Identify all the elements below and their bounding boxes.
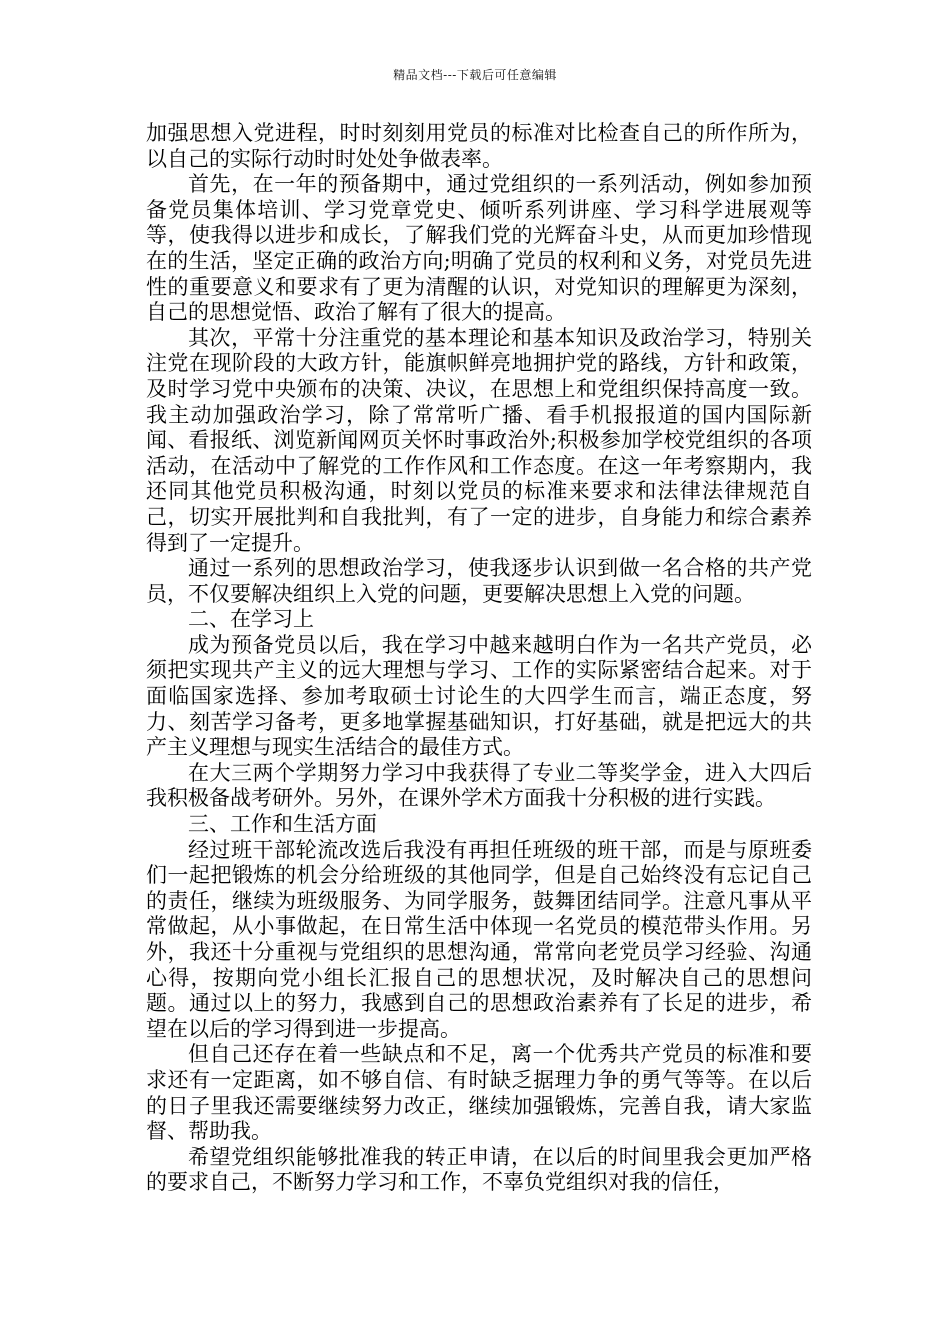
paragraph: 希望党组织能够批准我的转正申请，在以后的时间里我会更加严格的要求自己，不断努力学习和工作，不辜负党组织对我的信任， — [146, 1144, 812, 1195]
paragraph: 经过班干部轮流改选后我没有再担任班级的班干部，而是与原班委们一起把锻炼的机会分给班级的其他同学，但是自己始终没有忘记自己的责任，继续为班级服务、为同学服务，鼓舞团结同学。注意凡事从平常做起，从小事做起，在日常生活中体现一名党员的模范带头作用。另外，我还十分重视与党组织的思想沟通，常常向老党员学习经验、沟通心得，按期向党小组长汇报自己的思想状况，及时解决自己的思想问题。通过以上的努力，我感到自己的思想政治素养有了长足的进步，希望在以后的学习得到进一步提高。 — [146, 837, 812, 1041]
section-heading: 三、工作和生活方面 — [188, 812, 377, 837]
paragraph: 成为预备党员以后，我在学习中越来越明白作为一名共产党员，必须把实现共产主义的远大理想与学习、工作的实际紧密结合起来。对于面临国家选择、参加考取硕士讨论生的大四学生而言，端正态度，努力、刻苦学习备考，更多地掌握基础知识，打好基础，就是把远大的共产主义理想与现实生活结合的最佳方式。 — [146, 632, 812, 760]
page-header: 精品文档---下载后可任意编辑 — [393, 68, 557, 82]
paragraph: 加强思想入党进程，时时刻刻用党员的标准对比检查自己的所作所为，以自己的实际行动时时处处争做表率。 — [146, 121, 812, 171]
paragraph: 通过一系列的思想政治学习，使我逐步认识到做一名合格的共产党员，不仅要解决组织上入党的问题，更要解决思想上入党的问题。 — [146, 556, 812, 606]
paragraph: 在大三两个学期努力学习中我获得了专业二等奖学金，进入大四后我积极备战考研外。另外，在课外学术方面我十分积极的进行实践。 — [146, 760, 812, 811]
paragraph: 其次，平常十分注重党的基本理论和基本知识及政治学习，特别关注党在现阶段的大政方针，能旗帜鲜亮地拥护党的路线，方针和政策，及时学习党中央颁布的决策、决议，在思想上和党组织保持高度一致。我主动加强政治学习，除了常常听广播、看手机报报道的国内国际新闻、看报纸、浏览新闻网页关怀时事政治外;积极参加学校党组织的各项活动，在活动中了解党的工作作风和工作态度。在这一年考察期内，我还同其他党员积极沟通，时刻以党员的标准来要求和法律法律规范自己，切实开展批判和自我批判，有了一定的进步，自身能力和综合素养得到了一定提升。 — [146, 325, 812, 555]
paragraph: 但自己还存在着一些缺点和不足，离一个优秀共产党员的标准和要求还有一定距离，如不够自信、有时缺乏据理力争的勇气等等。在以后的日子里我还需要继续努力改正，继续加强锻炼，完善自我，请大家监督、帮助我。 — [146, 1042, 812, 1144]
document-body — [146, 121, 812, 1196]
section-heading: 二、在学习上 — [188, 607, 314, 632]
paragraph: 首先，在一年的预备期中，通过党组织的一系列活动，例如参加预备党员集体培训、学习党章党史、倾听系列讲座、学习科学进展观等等，使我得以进步和成长，了解我们党的光辉奋斗史，从而更加珍惜现在的生活，坚定正确的政治方向;明确了党员的权利和义务，对党员先进性的重要意义和要求有了更为清醒的认识，对党知识的理解更为深刻，自己的思想觉悟、政治了解有了很大的提高。 — [146, 172, 812, 325]
